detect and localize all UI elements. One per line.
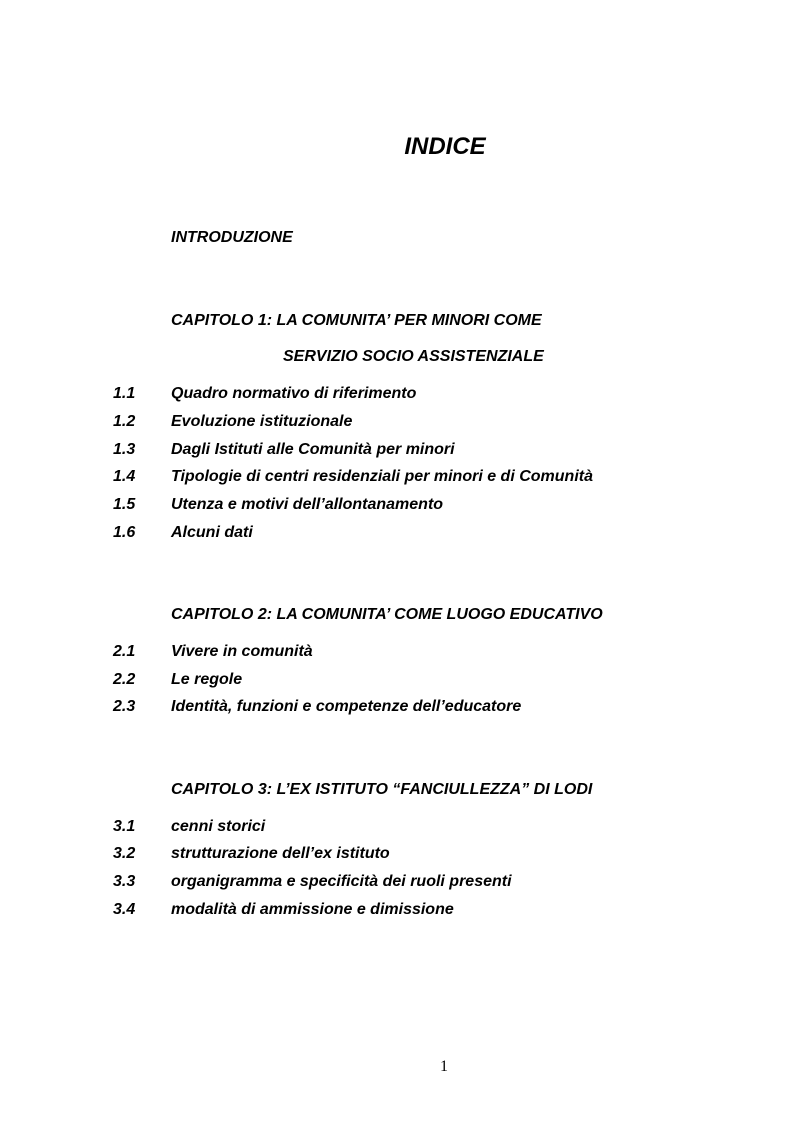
- chapter-2-heading: CAPITOLO 2: LA COMUNITA’ COME LUOGO EDUCATIVO: [171, 606, 603, 623]
- section-title: Tipologie di centri residenziali per minori e di Comunità: [171, 468, 593, 485]
- section-title: Utenza e motivi dell’allontanamento: [171, 496, 444, 513]
- toc-entry: [0, 671, 793, 691]
- section-number: 1.2: [113, 413, 136, 430]
- section-title: Quadro normativo di riferimento: [171, 385, 417, 402]
- section-title: cenni storici: [171, 818, 266, 835]
- chapter-1-heading: CAPITOLO 1: LA COMUNITA’ PER MINORI COME: [171, 312, 542, 329]
- toc-entry: [0, 496, 793, 516]
- section-title: organigramma e specificità dei ruoli presenti: [171, 873, 512, 890]
- section-title: Le regole: [171, 671, 243, 688]
- section-number: 1.6: [113, 524, 136, 541]
- section-number: 1.5: [113, 496, 136, 513]
- toc-entry: [0, 845, 793, 865]
- page-number: 1: [440, 1058, 448, 1075]
- section-title: Evoluzione istituzionale: [171, 413, 353, 430]
- section-number: 2.3: [113, 698, 136, 715]
- section-number: 3.2: [113, 845, 136, 862]
- section-title: Dagli Istituti alle Comunità per minori: [171, 441, 455, 458]
- toc-entry: [0, 524, 793, 544]
- section-number: 1.3: [113, 441, 136, 458]
- introduction-heading: INTRODUZIONE: [171, 229, 293, 246]
- toc-entry: [0, 441, 793, 461]
- section-number: 1.4: [113, 468, 136, 485]
- toc-entry: [0, 698, 793, 718]
- toc-entry: [0, 873, 793, 893]
- section-title: modalità di ammissione e dimissione: [171, 901, 454, 918]
- chapter-1-heading-continued: SERVIZIO SOCIO ASSISTENZIALE: [283, 348, 544, 365]
- section-number: 3.3: [113, 873, 136, 890]
- chapter-3-heading: CAPITOLO 3: L’EX ISTITUTO “FANCIULLEZZA” DI LODI: [171, 781, 593, 798]
- section-title: strutturazione dell’ex istituto: [171, 845, 390, 862]
- toc-entry: [0, 818, 793, 838]
- section-number: 2.1: [113, 643, 136, 660]
- section-number: 1.1: [113, 385, 136, 402]
- section-title: Alcuni dati: [171, 524, 253, 541]
- section-number: 3.1: [113, 818, 136, 835]
- toc-entry: [0, 643, 793, 663]
- toc-entry: [0, 413, 793, 433]
- section-number: 2.2: [113, 671, 136, 688]
- section-title: Vivere in comunità: [171, 643, 313, 660]
- section-number: 3.4: [113, 901, 136, 918]
- toc-entry: [0, 901, 793, 921]
- section-title: Identità, funzioni e competenze dell’educatore: [171, 698, 522, 715]
- page-title: INDICE: [404, 133, 486, 160]
- toc-entry: [0, 385, 793, 405]
- toc-entry: [0, 468, 793, 488]
